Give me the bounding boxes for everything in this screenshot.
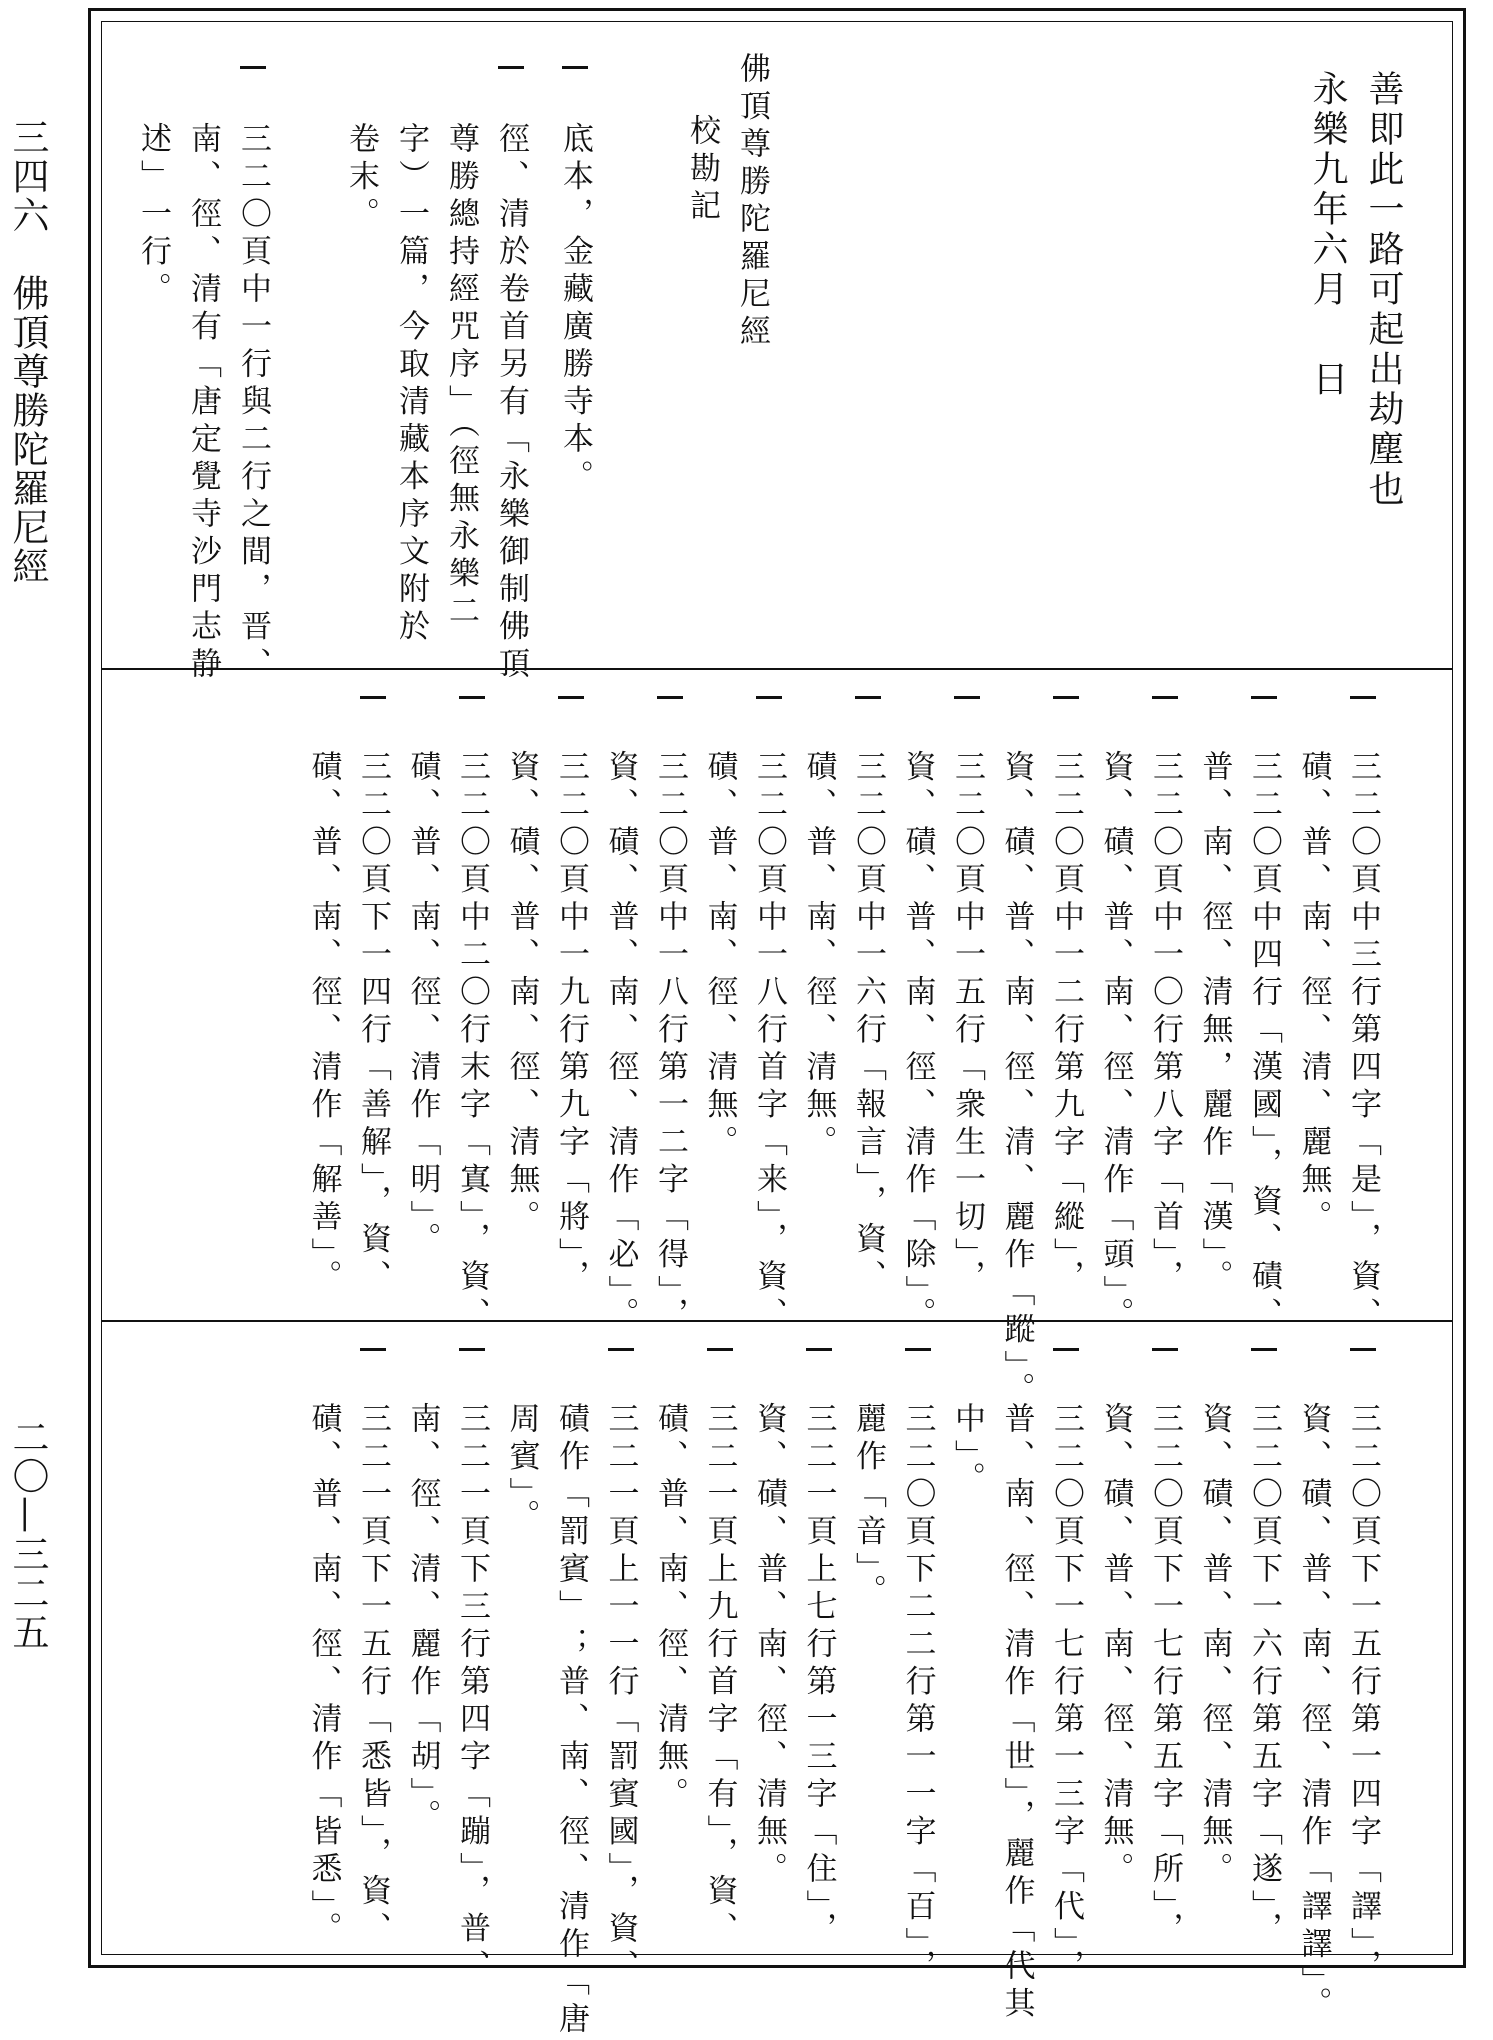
collation-note-line: 資、磧、普、南、徑、清無。	[1196, 1402, 1233, 1890]
collation-note-line: 三二〇頁下二二行第一一字「百」，	[899, 1402, 936, 1987]
collation-note-line: 三二一頁下三行第四字「蹦」，普、	[454, 1402, 490, 1987]
collation-note-line: 三二〇頁中一九行第九字「將」，	[553, 750, 589, 1297]
entry-dash	[1053, 1348, 1079, 1351]
collation-heading: 校勘記	[684, 114, 720, 227]
collation-note-line: 資、磧、普、南、徑、清作「譯譯」。	[1295, 1402, 1332, 2024]
collation-note-line: 南、徑、清、麗作「胡」。	[404, 1402, 441, 1837]
collation-note-line: 麗作「音」。	[850, 1402, 886, 1612]
colophon-day: 日	[1307, 360, 1348, 400]
collation-note-line: 三二〇頁中三行第四字「是」，資、	[1345, 750, 1381, 1335]
entry-dash	[954, 696, 980, 699]
entry-dash	[1350, 696, 1376, 699]
entry-dash	[756, 696, 782, 699]
collation-note: 字）一篇，今取清藏本序文附於	[393, 122, 429, 647]
entry-dash	[1251, 696, 1277, 699]
page-number: 二〇—三二五	[6, 1418, 49, 1652]
collation-note-line: 三二一頁下一五行「悉皆」，資、	[355, 1402, 391, 1949]
collation-note-line: 三二〇頁中一〇行第八字「首」，	[1147, 750, 1183, 1297]
collation-note-line: 資、磧、普、南、徑、清無。	[1097, 1402, 1134, 1890]
collation-note-line: 三二〇頁中一八行第一二字「得」，	[652, 750, 688, 1335]
entry-dash	[558, 696, 584, 699]
entry-dash	[1251, 1348, 1277, 1351]
section-divider	[102, 668, 1452, 670]
page-header-title: 三四六 佛頂尊勝陀羅尼經	[6, 118, 49, 586]
entry-dash	[1053, 696, 1079, 699]
collation-note-line: 周賓」。	[503, 1402, 540, 1537]
collation-note-line: 三二〇頁下一五行第一四字「譯」，	[1345, 1402, 1381, 1987]
collation-note-line: 三二〇頁中四行「漢國」，資、磧、	[1246, 750, 1282, 1335]
collation-note-line: 磧作「罰賓」；普、南、徑、清作「唐	[553, 1402, 589, 2040]
collation-note-line: 三二〇頁下一七行第五字「所」，	[1147, 1402, 1183, 1949]
entry-dash	[905, 1348, 931, 1351]
collation-note: 述」一行。	[135, 122, 171, 310]
collation-note-line: 普、南、徑、清無，麗作「漢」。	[1196, 750, 1233, 1297]
collation-note-line: 資、磧、普、南、徑、清作「必」。	[602, 750, 639, 1335]
colophon-line: 善即此一路可起出劫塵也	[1363, 70, 1404, 510]
collation-note-line: 三二一頁上七行第一三字「住」，	[800, 1402, 837, 1949]
collation-note-line: 磧、普、南、徑、清、麗無。	[1295, 750, 1332, 1238]
entry-dash	[498, 66, 524, 69]
entry-dash	[360, 696, 386, 699]
collation-note-line: 三二一頁上九行首字「有」，資、	[701, 1402, 738, 1949]
collation-note-line: 中」。	[949, 1402, 985, 1499]
collation-note-line: 資、磧、普、南、徑、清無。	[751, 1402, 787, 1890]
collation-note-line: 三二〇頁下一七行第一三字「代」，	[1048, 1402, 1084, 1987]
collation-note-line: 磧、普、南、徑、清無。	[701, 750, 738, 1163]
collation-note-line: 普、南、徑、清作「世」，麗作「代其	[998, 1402, 1035, 2024]
entry-dash	[806, 1348, 832, 1351]
entry-dash	[855, 696, 881, 699]
collation-note: 底本，金藏廣勝寺本。	[557, 122, 593, 497]
collation-note-line: 資、磧、普、南、徑、清、麗作「蹤」。	[998, 750, 1035, 1410]
collation-note: 卷末。	[343, 122, 379, 235]
page-frame	[88, 8, 1466, 2040]
entry-dash	[1350, 1348, 1376, 1351]
entry-dash	[1152, 1348, 1178, 1351]
entry-dash	[707, 1348, 733, 1351]
collation-note-line: 三二〇頁中二〇行末字「寘」，資、	[454, 750, 490, 1335]
entry-dash	[608, 1348, 634, 1351]
entry-dash	[1152, 696, 1178, 699]
collation-note-line: 三二〇頁下一六行第五字「遂」，	[1246, 1402, 1282, 1949]
entry-dash	[459, 1348, 485, 1351]
collation-note-line: 磧、普、南、徑、清無。	[652, 1402, 688, 1815]
page-frame-inner	[101, 21, 1453, 2040]
entry-dash	[240, 66, 266, 69]
collation-note-line: 三二〇頁中一六行「報言」，資、	[850, 750, 886, 1297]
collation-note-line: 三二一頁上一一行「罰賓國」，資、	[602, 1402, 639, 1987]
collation-note-line: 資、磧、普、南、徑、清無。	[503, 750, 540, 1238]
entry-dash	[657, 696, 683, 699]
collation-note-line: 三二〇頁中一二行第九字「縱」，	[1048, 750, 1084, 1297]
collation-note-line: 資、磧、普、南、徑、清作「除」。	[899, 750, 936, 1335]
collation-note: 三二〇頁中一行與二行之間，晋、	[235, 122, 271, 685]
collation-note-line: 三二〇頁中一五行「衆生一切」，	[949, 750, 985, 1297]
collation-note-line: 磧、普、南、徑、清無。	[800, 750, 837, 1163]
collation-note-line: 磧、普、南、徑、清作「解善」。	[305, 750, 342, 1297]
collation-note-line: 三二〇頁中一八行首字「来」，資、	[751, 750, 787, 1335]
collation-note-line: 三二〇頁下一四行「善解」，資、	[355, 750, 391, 1297]
collation-note-line: 磧、普、南、徑、清作「明」。	[404, 750, 441, 1260]
collation-note: 尊勝總持經咒序」（徑無永樂二	[443, 122, 479, 632]
entry-dash	[459, 696, 485, 699]
entry-dash	[360, 1348, 386, 1351]
collation-title: 佛頂尊勝陀羅尼經	[734, 52, 770, 352]
colophon-date: 永樂九年六月	[1307, 70, 1348, 310]
collation-note: 南、徑、清有「唐定覺寺沙門志静	[185, 122, 221, 685]
collation-note-line: 資、磧、普、南、徑、清作「頭」。	[1097, 750, 1134, 1335]
entry-dash	[562, 66, 588, 69]
collation-note-line: 磧、普、南、徑、清作「皆悉」。	[305, 1402, 342, 1949]
collation-note: 徑、清於卷首另有「永樂御制佛頂	[493, 122, 529, 685]
